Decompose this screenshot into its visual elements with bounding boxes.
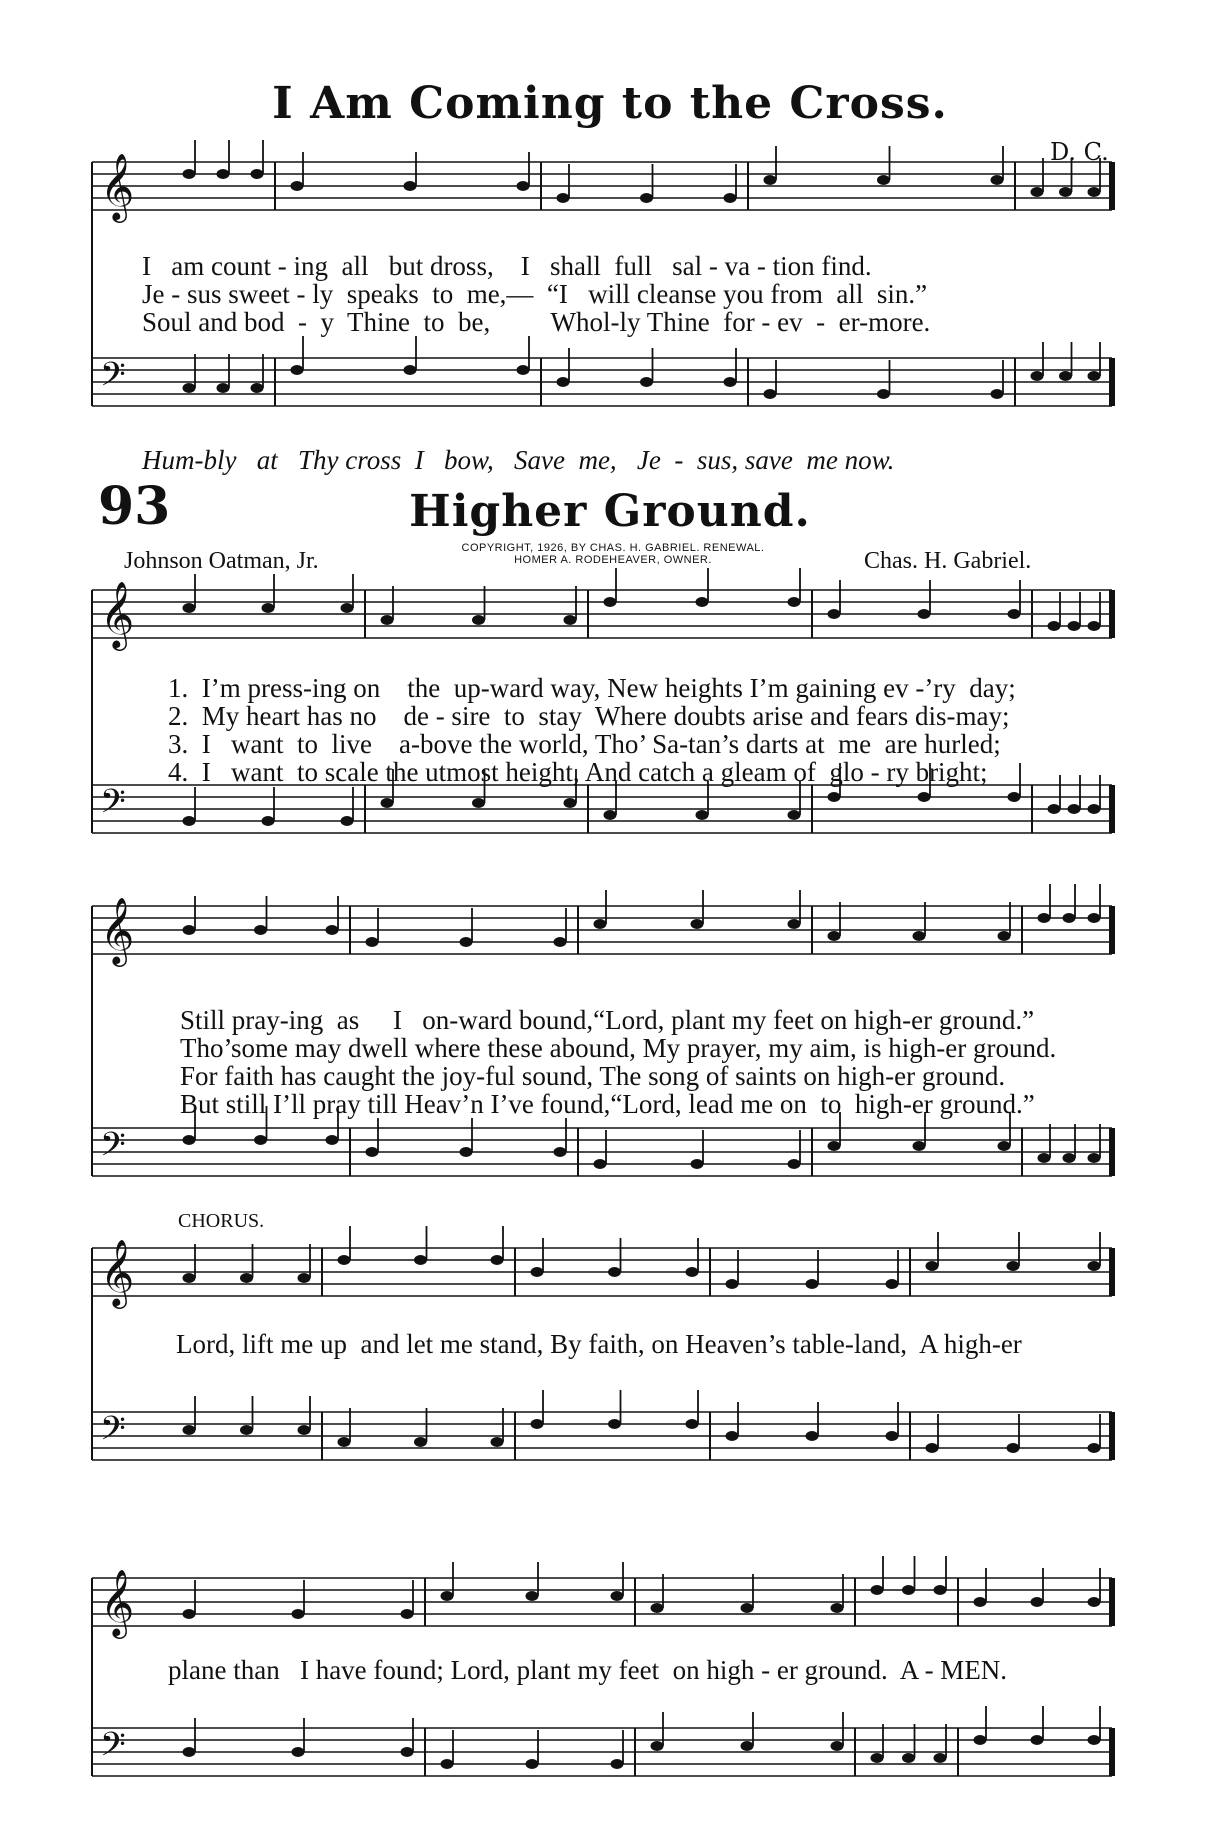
- chorus-label: CHORUS.: [178, 1210, 265, 1232]
- note-head: [1007, 1443, 1020, 1453]
- verse-1-part-b: Still pray-ing as I on-ward bound,“Lord, plant my feet on high-er ground.”: [180, 1005, 1035, 1035]
- note-head: [366, 937, 379, 947]
- note-head: [1048, 621, 1061, 631]
- treble-clef: 𝄞: [100, 580, 135, 648]
- note-head: [341, 816, 354, 826]
- note-head: [262, 603, 275, 613]
- note-head: [913, 931, 926, 941]
- note-head: [1038, 1153, 1051, 1163]
- note-head: [1031, 1597, 1044, 1607]
- note-head: [564, 615, 577, 625]
- verse-1-part-a: 1. I’m press-ing on the up-ward way, New heights I’m gaining ev -’ry day;: [168, 673, 1016, 703]
- note-head: [404, 365, 417, 375]
- note-head: [1063, 1153, 1076, 1163]
- note-head: [517, 181, 530, 191]
- note-head: [691, 919, 704, 929]
- note-head: [326, 1135, 339, 1145]
- note-head: [828, 1141, 841, 1151]
- note-head: [183, 1747, 196, 1757]
- note-head: [217, 383, 230, 393]
- note-head: [686, 1419, 699, 1429]
- note-head: [594, 919, 607, 929]
- note-head: [517, 365, 530, 375]
- bass-clef: 𝄢: [100, 783, 126, 829]
- note-head: [788, 1159, 801, 1169]
- copyright-line-2: HOMER A. RODEHEAVER, OWNER.: [514, 554, 712, 566]
- note-head: [1007, 1261, 1020, 1271]
- verse-4-part-b: But still I’ll pray till Heav’n I’ve found,“Lord, lead me on to high-er ground.”: [180, 1089, 1035, 1119]
- note-head: [918, 609, 931, 619]
- note-head: [183, 1273, 196, 1283]
- copyright-line-1: COPYRIGHT, 1926, BY CHAS. H. GABRIEL. RENEWAL.: [461, 542, 765, 554]
- note-head: [557, 377, 570, 387]
- note-head: [1068, 804, 1081, 814]
- hymn-number: 93: [98, 476, 171, 537]
- note-head: [292, 1609, 305, 1619]
- note-head: [806, 1279, 819, 1289]
- note-head: [651, 1741, 664, 1751]
- note-head: [886, 1431, 899, 1441]
- chorus-line-2: plane than I have found; Lord, plant my feet on high - er ground. A - MEN.: [168, 1655, 1008, 1685]
- note-head: [217, 169, 230, 179]
- note-head: [1008, 609, 1021, 619]
- note-head: [886, 1279, 899, 1289]
- verse-4-part-a: 4. I want to scale the utmost height, And catch a gleam of glo - ry bright;: [168, 757, 988, 787]
- chorus-line-1: Lord, lift me up and let me stand, By faith, on Heaven’s table-land, A high-er: [176, 1329, 1022, 1359]
- note-head: [741, 1603, 754, 1613]
- note-head: [877, 389, 890, 399]
- note-head: [902, 1585, 915, 1595]
- note-head: [828, 792, 841, 802]
- bass-clef: 𝄢: [100, 356, 126, 402]
- note-head: [918, 792, 931, 802]
- note-head: [183, 603, 196, 613]
- note-head: [183, 1609, 196, 1619]
- prev-refrain: Hum-bly at Thy cross I bow, Save me, Je - sus, save me now.: [142, 445, 895, 475]
- note-head: [724, 377, 737, 387]
- note-head: [554, 1147, 567, 1157]
- note-head: [381, 798, 394, 808]
- treble-clef: 𝄞: [100, 1568, 135, 1636]
- note-head: [554, 937, 567, 947]
- note-head: [1088, 1735, 1101, 1745]
- note-head: [1088, 187, 1101, 197]
- note-head: [1031, 371, 1044, 381]
- note-head: [913, 1141, 926, 1151]
- note-head: [724, 193, 737, 203]
- note-head: [831, 1603, 844, 1613]
- verse-3-part-b: For faith has caught the joy-ful sound, The song of saints on high-er ground.: [180, 1061, 1006, 1091]
- copyright-notice: [398, 542, 828, 566]
- note-head: [338, 1255, 351, 1265]
- note-head: [291, 181, 304, 191]
- note-head: [1048, 804, 1061, 814]
- note-head: [696, 597, 709, 607]
- note-head: [1088, 371, 1101, 381]
- note-head: [254, 1135, 267, 1145]
- note-head: [604, 810, 617, 820]
- note-head: [686, 1267, 699, 1277]
- note-head: [1059, 187, 1072, 197]
- note-head: [831, 1741, 844, 1751]
- note-head: [526, 1759, 539, 1769]
- note-head: [441, 1759, 454, 1769]
- note-head: [298, 1273, 311, 1283]
- prev-verse-3: Soul and bod - y Thine to be, Whol-ly Thine for - ev - er-more.: [142, 307, 931, 337]
- verse-3-part-a: 3. I want to live a-bove the world, Tho’ Sa-tan’s darts at me are hurled;: [168, 729, 1001, 759]
- note-head: [788, 919, 801, 929]
- note-head: [341, 603, 354, 613]
- dc-mark: D. C.: [1050, 138, 1109, 166]
- note-head: [183, 1425, 196, 1435]
- note-head: [934, 1585, 947, 1595]
- note-head: [871, 1753, 884, 1763]
- note-head: [611, 1591, 624, 1601]
- note-head: [1088, 1153, 1101, 1163]
- hymn-composer: Chas. H. Gabriel.: [864, 548, 1032, 574]
- bass-clef: 𝄢: [100, 1410, 126, 1456]
- note-head: [414, 1437, 427, 1447]
- note-head: [441, 1591, 454, 1601]
- note-head: [401, 1609, 414, 1619]
- note-head: [991, 389, 1004, 399]
- note-head: [998, 931, 1011, 941]
- note-head: [1088, 1443, 1101, 1453]
- note-head: [414, 1255, 427, 1265]
- note-head: [726, 1279, 739, 1289]
- note-head: [594, 1159, 607, 1169]
- treble-clef: 𝄞: [100, 896, 135, 964]
- note-head: [608, 1419, 621, 1429]
- bass-clef: 𝄢: [100, 1126, 126, 1172]
- note-head: [183, 383, 196, 393]
- verse-2-part-b: Tho’some may dwell where these abound, My prayer, my aim, is high-er ground.: [180, 1033, 1057, 1063]
- verse-2-part-a: 2. My heart has no de - sire to stay Where doubts arise and fears dis-may;: [168, 701, 1010, 731]
- note-head: [926, 1261, 939, 1271]
- note-head: [1068, 621, 1081, 631]
- note-head: [531, 1419, 544, 1429]
- note-head: [1038, 913, 1051, 923]
- note-head: [338, 1437, 351, 1447]
- note-head: [1031, 1735, 1044, 1745]
- note-head: [1088, 621, 1101, 631]
- note-head: [806, 1431, 819, 1441]
- note-head: [991, 175, 1004, 185]
- note-head: [1088, 804, 1101, 814]
- note-head: [240, 1273, 253, 1283]
- note-head: [726, 1431, 739, 1441]
- note-head: [604, 597, 617, 607]
- note-head: [531, 1267, 544, 1277]
- note-head: [974, 1597, 987, 1607]
- note-head: [828, 931, 841, 941]
- note-head: [764, 389, 777, 399]
- note-head: [691, 1159, 704, 1169]
- note-head: [381, 615, 394, 625]
- note-head: [183, 816, 196, 826]
- hymn-author: Johnson Oatman, Jr.: [124, 548, 319, 574]
- note-head: [291, 365, 304, 375]
- note-head: [460, 937, 473, 947]
- note-head: [640, 377, 653, 387]
- note-head: [611, 1759, 624, 1769]
- note-head: [183, 169, 196, 179]
- treble-clef: 𝄞: [100, 152, 135, 220]
- note-head: [1088, 913, 1101, 923]
- hymn-title: Higher Ground.: [409, 486, 811, 537]
- note-head: [183, 925, 196, 935]
- note-head: [404, 181, 417, 191]
- note-head: [974, 1735, 987, 1745]
- note-head: [1088, 1261, 1101, 1271]
- note-head: [788, 810, 801, 820]
- note-head: [326, 925, 339, 935]
- note-head: [877, 175, 890, 185]
- note-head: [564, 798, 577, 808]
- note-head: [1008, 792, 1021, 802]
- bass-clef: 𝄢: [100, 1726, 126, 1772]
- note-head: [902, 1753, 915, 1763]
- note-head: [741, 1741, 754, 1751]
- note-head: [472, 798, 485, 808]
- note-head: [640, 193, 653, 203]
- prev-verse-2: Je - sus sweet - ly speaks to me,— “I will cleanse you from all sin.”: [142, 279, 928, 309]
- note-head: [1088, 1597, 1101, 1607]
- note-head: [491, 1437, 504, 1447]
- note-head: [1031, 187, 1044, 197]
- note-head: [764, 175, 777, 185]
- note-head: [651, 1603, 664, 1613]
- note-head: [292, 1747, 305, 1757]
- note-head: [251, 383, 264, 393]
- note-head: [696, 810, 709, 820]
- note-head: [254, 925, 267, 935]
- note-head: [460, 1147, 473, 1157]
- note-head: [472, 615, 485, 625]
- note-head: [1063, 913, 1076, 923]
- note-head: [401, 1747, 414, 1757]
- note-head: [240, 1425, 253, 1435]
- note-head: [934, 1753, 947, 1763]
- prev-hymn-title: I Am Coming to the Cross.: [272, 78, 948, 129]
- note-head: [298, 1425, 311, 1435]
- note-head: [526, 1591, 539, 1601]
- note-head: [828, 609, 841, 619]
- prev-verse-1: I am count - ing all but dross, I shall full sal - va - tion find.: [142, 251, 872, 281]
- note-head: [1059, 371, 1072, 381]
- note-head: [183, 1135, 196, 1145]
- note-head: [926, 1443, 939, 1453]
- note-head: [262, 816, 275, 826]
- note-head: [491, 1255, 504, 1265]
- note-head: [998, 1141, 1011, 1151]
- note-head: [557, 193, 570, 203]
- note-head: [871, 1585, 884, 1595]
- note-head: [251, 169, 264, 179]
- note-head: [788, 597, 801, 607]
- note-head: [608, 1267, 621, 1277]
- note-head: [366, 1147, 379, 1157]
- treble-clef: 𝄞: [100, 1238, 135, 1306]
